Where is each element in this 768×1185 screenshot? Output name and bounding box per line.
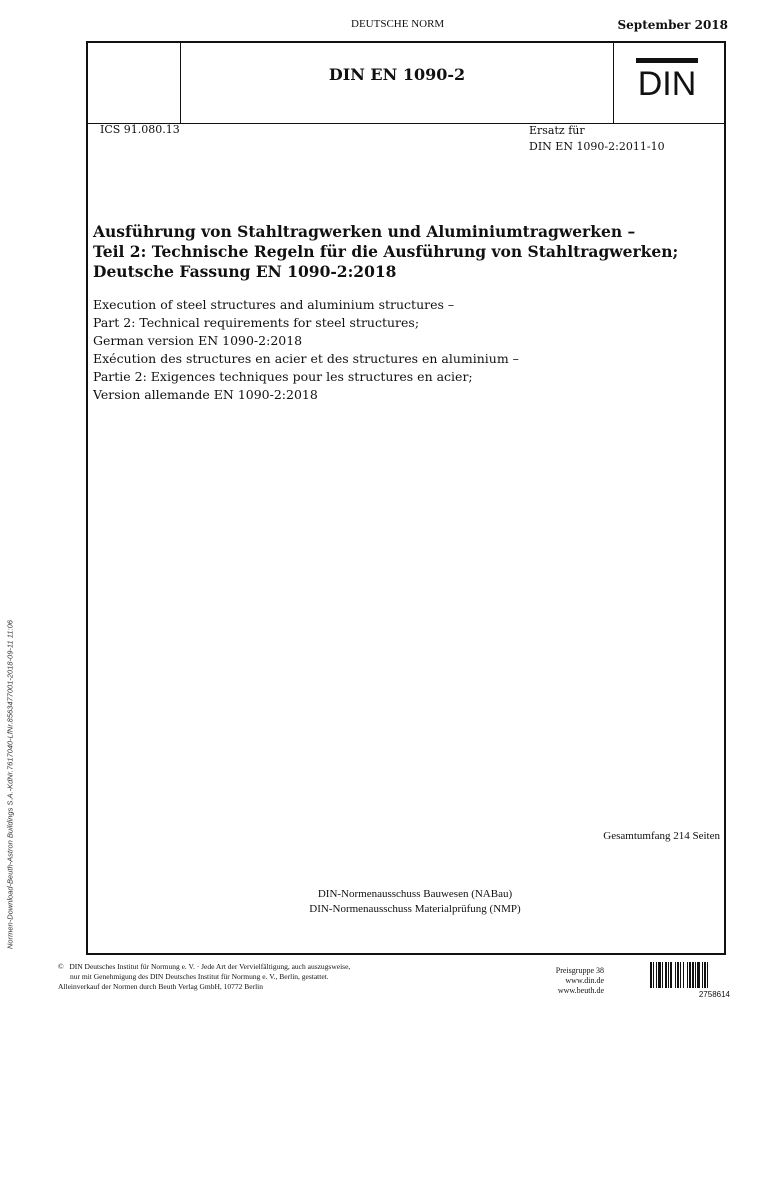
copyright-notice <box>58 962 350 992</box>
copyright-line <box>58 962 350 972</box>
title-german-line: Ausführung von Stahltragwerken und Aluminiumtragwerken – <box>93 222 636 241</box>
copyright-text: DIN Deutsches Institut für Normung e. V. · Jede Art der Vervielfältigung, auch auszugsweise, <box>69 962 351 971</box>
copyright-line: nur mit Genehmigung des DIN Deutsches Institut für Normung e. V., Berlin, gestattet. <box>70 972 329 981</box>
committee-line: DIN-Normenausschuss Materialprüfung (NMP) <box>309 903 521 915</box>
barcode-icon <box>650 962 730 990</box>
barcode-number: 2758614 <box>698 990 730 999</box>
title-french-line: Version allemande EN 1090-2:2018 <box>93 387 318 402</box>
publication-date: September 2018 <box>617 18 728 32</box>
copyright-symbol: © <box>58 962 64 971</box>
title-german <box>93 222 713 282</box>
document-number: DIN EN 1090-2 <box>328 65 466 84</box>
committee-line: DIN-Normenausschuss Bauwesen (NABau) <box>317 888 513 900</box>
ics-code: ICS 91.080.13 <box>100 123 180 136</box>
title-french-line: Exécution des structures en acier et des structures en aluminium – <box>93 351 519 366</box>
committees <box>250 887 580 917</box>
din-logo-icon <box>636 58 698 98</box>
title-english-line: German version EN 1090-2:2018 <box>93 333 303 348</box>
title-german-line: Teil 2: Technische Regeln für die Ausführung von Stahltragwerken; <box>93 242 679 261</box>
din-website-link[interactable]: www.din.de <box>565 976 604 985</box>
title-german-line: Deutsche Fassung EN 1090-2:2018 <box>93 262 397 281</box>
price-block <box>540 966 604 996</box>
replaces-value: DIN EN 1090-2:2011-10 <box>529 140 665 153</box>
header-left-cell <box>88 43 181 123</box>
title-french <box>93 350 713 404</box>
total-pages: Gesamtumfang 214 Seiten <box>603 830 720 842</box>
replaces-label: Ersatz für <box>529 124 585 137</box>
beuth-website-link[interactable]: www.beuth.de <box>557 986 604 995</box>
price-group: Preisgruppe 38 <box>555 966 604 975</box>
din-logo-text: DIN <box>637 65 697 98</box>
header-row <box>88 43 724 124</box>
title-english <box>93 296 713 350</box>
title-french-line: Partie 2: Exigences techniques pour les structures en acier; <box>93 369 473 384</box>
norm-type-label: DEUTSCHE NORM <box>351 18 445 30</box>
title-english-line: Part 2: Technical requirements for steel structures; <box>93 315 420 330</box>
logo-cell <box>613 43 724 123</box>
title-frame <box>86 41 726 955</box>
title-english-line: Execution of steel structures and aluminium structures – <box>93 297 455 312</box>
copyright-line: Alleinverkauf der Normen durch Beuth Verlag GmbH, 10772 Berlin <box>58 982 264 991</box>
download-watermark: Normen-Download-Beuth-Astron Buildings S.A.-KdNr.7617040-LfNr.8563477001-2018-09-11 11:06 <box>5 620 15 949</box>
